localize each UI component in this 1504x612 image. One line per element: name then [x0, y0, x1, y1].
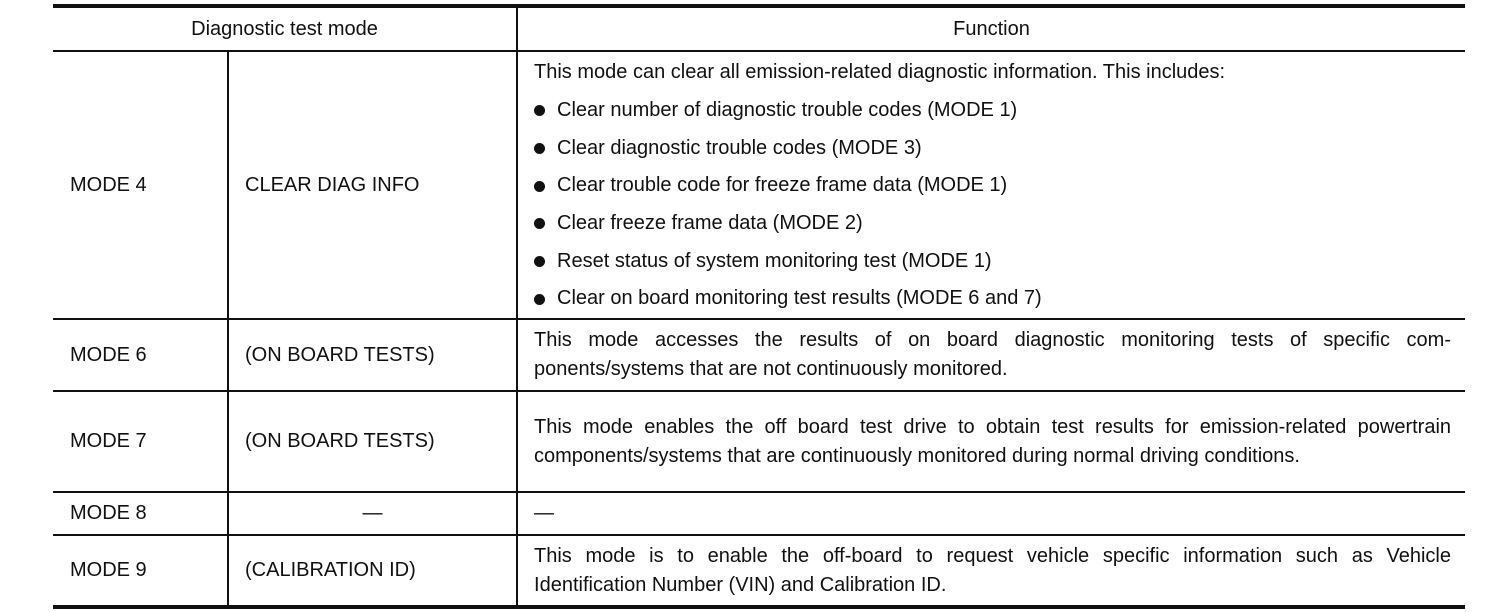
table-row	[53, 492, 1465, 535]
function-intro: This mode can clear all emission-related diagnostic information. This includes:	[534, 61, 1226, 83]
list-item	[534, 130, 1451, 168]
function-cell	[517, 492, 1465, 535]
diagnostic-modes-table	[53, 4, 1465, 609]
function-cell	[517, 535, 1465, 607]
bullet-icon	[534, 105, 545, 116]
table-row	[53, 319, 1465, 391]
header-function: Function	[517, 6, 1465, 51]
list-item	[534, 280, 1451, 318]
bullet-icon	[534, 143, 545, 154]
list-item	[534, 92, 1451, 130]
mode-cell: MODE 8	[53, 492, 228, 535]
table-row	[53, 535, 1465, 607]
list-item-text: Reset status of system monitoring test (MODE 1)	[557, 249, 992, 272]
mode-name-cell: CLEAR DIAG INFO	[228, 51, 517, 319]
header-diagnostic-test-mode: Diagnostic test mode	[53, 6, 517, 51]
function-cell	[517, 51, 1465, 319]
list-item-text: Clear freeze frame data (MODE 2)	[557, 212, 863, 235]
mode-name-cell: (CALIBRATION ID)	[228, 535, 517, 607]
mode-cell: MODE 4	[53, 51, 228, 319]
bullet-icon	[534, 294, 545, 305]
bullet-icon	[534, 256, 545, 267]
list-item-text: Clear number of diagnostic trouble codes (MODE 1)	[557, 99, 1018, 121]
list-item	[534, 205, 1451, 243]
function-cell	[517, 391, 1465, 492]
mode-name-cell: (ON BOARD TESTS)	[228, 319, 517, 391]
mode-cell: MODE 7	[53, 391, 228, 492]
table-row	[53, 391, 1465, 492]
mode-cell: MODE 9	[53, 535, 228, 607]
table-header-row	[53, 6, 1465, 51]
mode-cell: MODE 6	[53, 319, 228, 391]
list-item-text: Clear trouble code for freeze frame data (MODE 1)	[557, 174, 1008, 197]
function-text: This mode enables the off board test drive to obtain test results for emission-related powertrain components/systems that are continuously monitored during normal driving conditions.	[534, 415, 1452, 467]
bullet-list	[534, 92, 1451, 318]
bullet-icon	[534, 218, 545, 229]
mode-name-cell: —	[228, 492, 517, 535]
list-item-text: Clear on board monitoring test results (MODE 6 and 7)	[557, 287, 1042, 310]
function-text: This mode is to enable the off-board to request vehicle specific information such as Vehicle Identification Number (VIN) and Calibration ID.	[534, 544, 1452, 596]
bullet-icon	[534, 181, 545, 192]
table-row	[53, 51, 1465, 319]
function-cell	[517, 319, 1465, 391]
list-item	[534, 243, 1451, 281]
list-item-text: Clear diagnostic trouble codes (MODE 3)	[557, 136, 922, 159]
function-text: —	[534, 502, 555, 525]
mode-name-cell: (ON BOARD TESTS)	[228, 391, 517, 492]
function-text: This mode accesses the results of on board diagnostic monitoring tests of specific components/systems that are not continuously monitored.	[534, 329, 1452, 381]
list-item	[534, 167, 1451, 205]
